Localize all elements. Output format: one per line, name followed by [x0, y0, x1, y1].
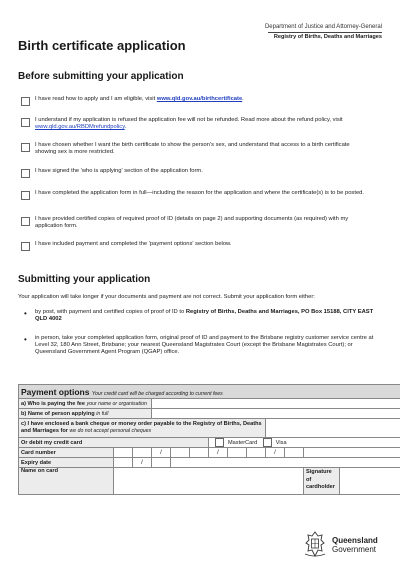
- debit-label: Or debit my credit card: [21, 439, 83, 446]
- checklist-item-link[interactable]: www.qld.gov.au/RBDMrefundpolicy: [35, 124, 125, 131]
- signature-cell[interactable]: [304, 468, 400, 495]
- name-on-card-label: Name on card: [21, 468, 58, 474]
- cheque-label: c) I have enclosed a bank cheque or money order payable to the Registry of Births, Deaths and Marriages for: [21, 421, 262, 434]
- expiry-separator: /: [133, 458, 152, 468]
- bullet-post-text: by post, with payment and certified copies of proof of ID to: [35, 309, 186, 315]
- name-on-card-label-cell: [19, 468, 114, 495]
- expiry-month-box[interactable]: [114, 458, 133, 468]
- checklist-item-text: [35, 168, 370, 175]
- submitting-intro: Your application will take longer if your documents and payment are not correct. Submit your application form either:: [18, 294, 315, 300]
- payer-note: your name or organisation: [86, 400, 147, 407]
- applicant-label-cell: [19, 409, 152, 419]
- bullet-post: [35, 309, 380, 323]
- applicant-name-field[interactable]: [152, 409, 400, 419]
- checklist-item-label: I understand if my application is refused the application fee will not be refunded. Read more about the refund policy, visit: [35, 117, 343, 123]
- checklist-item-label: I have provided certified copies of required proof of ID (details on page 2) and supporting documents (as required) with my application form.: [35, 216, 349, 230]
- payer-label-cell: [19, 399, 152, 409]
- checklist-item-text: [35, 190, 370, 197]
- queensland-government-logo: [302, 530, 382, 560]
- expiry-label: Expiry date: [21, 459, 52, 466]
- before-heading: Before submitting your application: [18, 71, 184, 82]
- checklist-checkbox[interactable]: [21, 242, 30, 251]
- checklist-item-text: [35, 142, 370, 156]
- checklist-checkbox[interactable]: [21, 191, 30, 200]
- checklist-item-text: [35, 241, 370, 248]
- applicant-label: b) Name of person applying: [21, 410, 95, 417]
- checklist-item-text: [35, 216, 370, 230]
- logo-line2: Government: [332, 545, 377, 554]
- visa-label: Visa: [275, 439, 287, 446]
- bullet-marker: •: [24, 335, 27, 344]
- card-number-separator: /: [266, 448, 285, 458]
- page-title: Birth certificate application: [18, 38, 186, 53]
- expiry-year-box[interactable]: [152, 458, 171, 468]
- mastercard-label: MasterCard: [228, 439, 258, 446]
- checklist-item-label: I have completed the application form in full—including the reason for the application and where the certificate(s) is to be posted.: [35, 190, 364, 196]
- card-number-box[interactable]: [247, 448, 266, 458]
- payer-label: a) Who is paying the fee: [21, 400, 86, 407]
- payment-heading-cell: [19, 385, 400, 399]
- card-number-separator: /: [152, 448, 171, 458]
- cheque-amount-field[interactable]: [266, 419, 400, 438]
- card-type-cell: [209, 438, 400, 448]
- department-name: Department of Justice and Attorney-General: [264, 24, 382, 30]
- logo-line1: Queensland: [332, 536, 378, 545]
- checklist-item-label: I have signed the 'who is applying' section of the application form.: [35, 168, 203, 174]
- mastercard-checkbox[interactable]: [215, 438, 224, 447]
- card-number-separator: /: [209, 448, 228, 458]
- checklist-item-label: I have included payment and completed the 'payment options' section below.: [35, 241, 232, 247]
- checklist-item-suffix: .: [124, 124, 127, 131]
- checklist-item-label: I have read how to apply and I am eligible, visit: [35, 96, 157, 102]
- expiry-label-cell: [19, 458, 114, 468]
- card-number-box[interactable]: [304, 448, 400, 458]
- checklist-checkbox[interactable]: [21, 118, 30, 127]
- checklist-checkbox[interactable]: [21, 143, 30, 152]
- payment-heading: Payment options: [21, 386, 90, 397]
- name-on-card-field[interactable]: [114, 468, 304, 495]
- card-number-box[interactable]: [285, 448, 304, 458]
- checklist-item-suffix: .: [242, 96, 244, 102]
- header-divider: [268, 32, 382, 33]
- checklist-checkbox[interactable]: [21, 97, 30, 106]
- checklist-item-text: [35, 117, 370, 131]
- cheque-label-cell: [19, 419, 266, 438]
- cheque-note: we do not accept personal cheques: [69, 428, 152, 434]
- submitting-heading: Submitting your application: [18, 274, 151, 285]
- card-number-label-cell: [19, 448, 114, 458]
- card-number-box[interactable]: [228, 448, 247, 458]
- applicant-note: in full: [96, 410, 109, 417]
- checklist-checkbox[interactable]: [21, 169, 30, 178]
- bullet-in-person: in person, take your completed application form, original proof of ID and payment to the Brisbane registry customer service centre at Level 32, 180 Ann Street, Brisbane; your nearest Queensland Magistrates Court (except the Brisbane Magistrates Court); or Queensland Government Agent Program (QGAP) office.: [35, 335, 374, 355]
- payment-options-table: [18, 384, 382, 495]
- payer-field[interactable]: [152, 399, 400, 409]
- bullet-marker: •: [24, 309, 27, 318]
- debit-label-cell: [19, 438, 209, 448]
- card-number-box[interactable]: [114, 448, 133, 458]
- signature-label: Signature of cardholder: [304, 468, 340, 494]
- checklist-item-link[interactable]: www.qld.gov.au/birthcertificate: [156, 96, 243, 102]
- registry-name: Registry of Births, Deaths and Marriages: [273, 34, 382, 40]
- payment-note: Your credit card will be charged according to current fees: [91, 390, 223, 397]
- card-number-label: Card number: [21, 449, 56, 456]
- card-number-box[interactable]: [190, 448, 209, 458]
- expiry-spacer: [171, 458, 400, 468]
- card-number-box[interactable]: [133, 448, 152, 458]
- visa-checkbox[interactable]: [263, 438, 272, 447]
- checklist-item-label: I have chosen whether I want the birth certificate to show the person's sex, and understand that access to a birth certificate showing sex is more restricted.: [35, 142, 350, 156]
- card-number-box[interactable]: [171, 448, 190, 458]
- checklist-item-text: [35, 96, 370, 103]
- queensland-coat-of-arms-icon: [302, 530, 328, 558]
- registry-address: Registry of Births, Deaths and Marriages, PO Box 15188, CITY EAST QLD 4002: [35, 309, 374, 322]
- checklist-checkbox[interactable]: [21, 217, 30, 226]
